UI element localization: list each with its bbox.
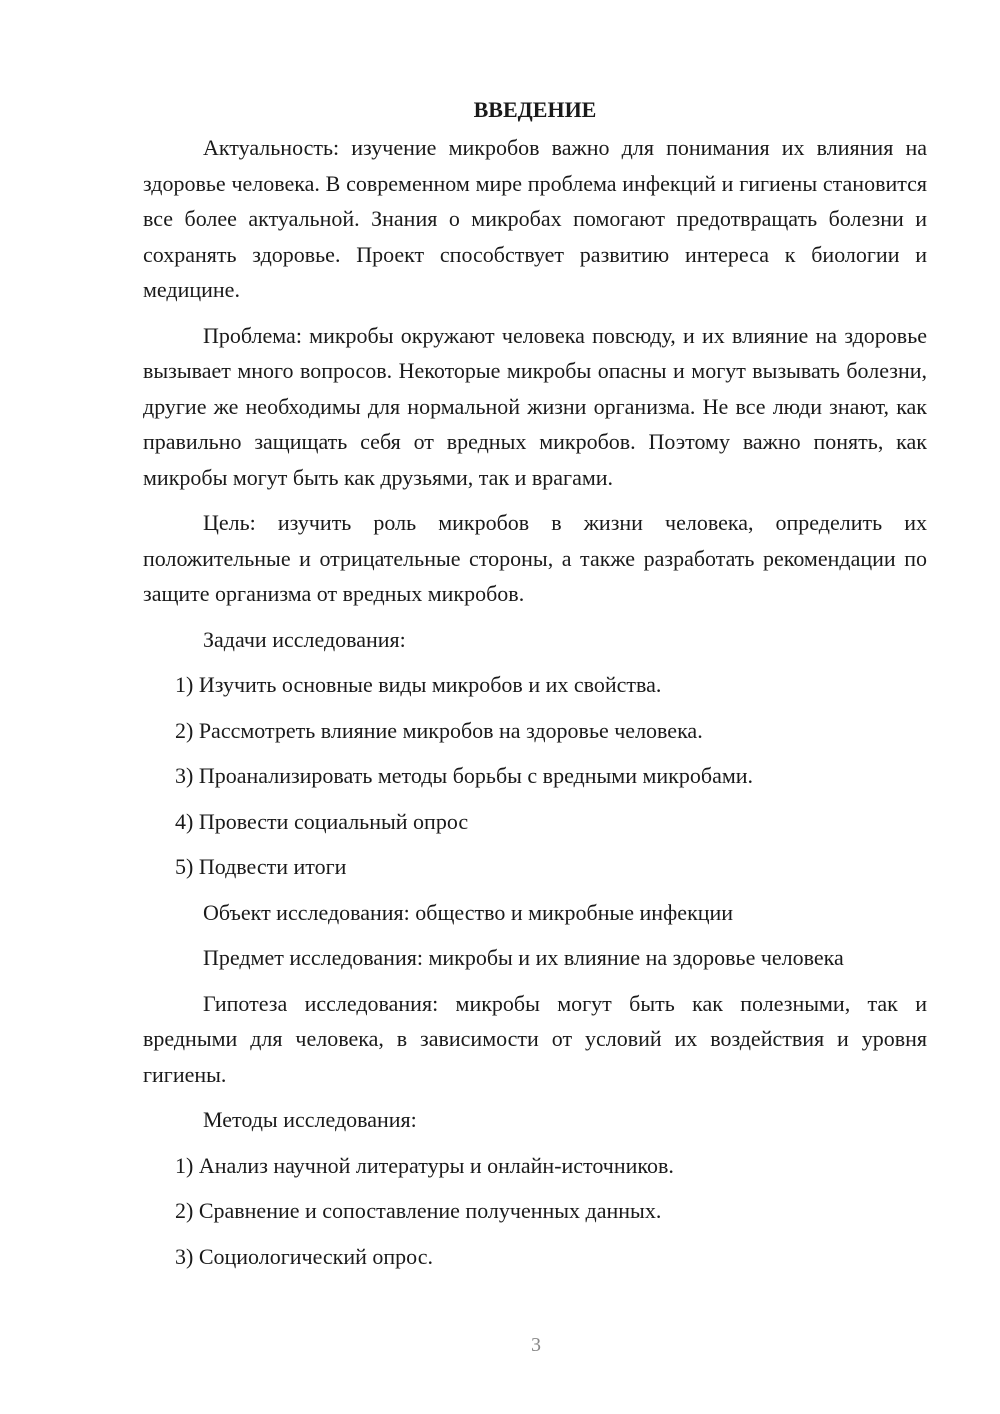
- list-item: 2) Рассмотреть влияние микробов на здоровье человека.: [175, 717, 703, 743]
- subject-line: Предмет исследования: микробы и их влияние на здоровье человека: [203, 945, 844, 970]
- object-line: Объект исследования: общество и микробные инфекции: [203, 899, 734, 925]
- relevance-paragraph: Актуальность: изучение микробов важно для понимания их влияния на здоровье человека. В современном мире проблема инфекций и гигиены становится все более актуальной. Знания о микробах помогают предотвращать болезни и сохранять здоровье. Проект способствует развитию интереса к биологии и медицине.: [143, 135, 927, 302]
- page-number: 3: [531, 1334, 541, 1356]
- tasks-heading: Задачи исследования:: [203, 626, 406, 652]
- tasks-list: [143, 667, 927, 885]
- methods-heading: Методы исследования:: [203, 1107, 417, 1132]
- list-item: 5) Подвести итоги: [175, 854, 347, 879]
- list-item: 2) Сравнение и сопоставление полученных данных.: [175, 1198, 662, 1223]
- document-page: [143, 92, 927, 1284]
- list-item: 1) Анализ научной литературы и онлайн-источников.: [175, 1152, 674, 1178]
- list-item: 4) Провести социальный опрос: [175, 808, 469, 834]
- problem-paragraph: Проблема: микробы окружают человека повсюду, и их влияние на здоровье вызывает много вопросов. Некоторые микробы опасны и могут вызывать болезни, другие же необходимы для нормальной жизни организма. Не все люди знают, как правильно защищать себя от вредных микробов. Поэтому важно понять, как микробы могут быть как друзьями, так и врагами.: [143, 322, 927, 490]
- list-item: 3) Проанализировать методы борьбы с вредными микробами.: [175, 763, 754, 788]
- goal-paragraph: Цель: изучить роль микробов в жизни человека, определить их положительные и отрицательные стороны, а также разработать рекомендации по защите организма от вредных микробов.: [143, 510, 927, 606]
- hypothesis-paragraph: Гипотеза исследования: микробы могут быть как полезными, так и вредными для человека, в зависимости от условий их воздействия и уровня гигиены.: [143, 990, 927, 1087]
- methods-list: [143, 1148, 927, 1275]
- page-title: ВВЕДЕНИЕ: [473, 97, 597, 122]
- list-item: 3) Социологический опрос.: [175, 1243, 433, 1269]
- list-item: 1) Изучить основные виды микробов и их свойства.: [175, 672, 662, 697]
